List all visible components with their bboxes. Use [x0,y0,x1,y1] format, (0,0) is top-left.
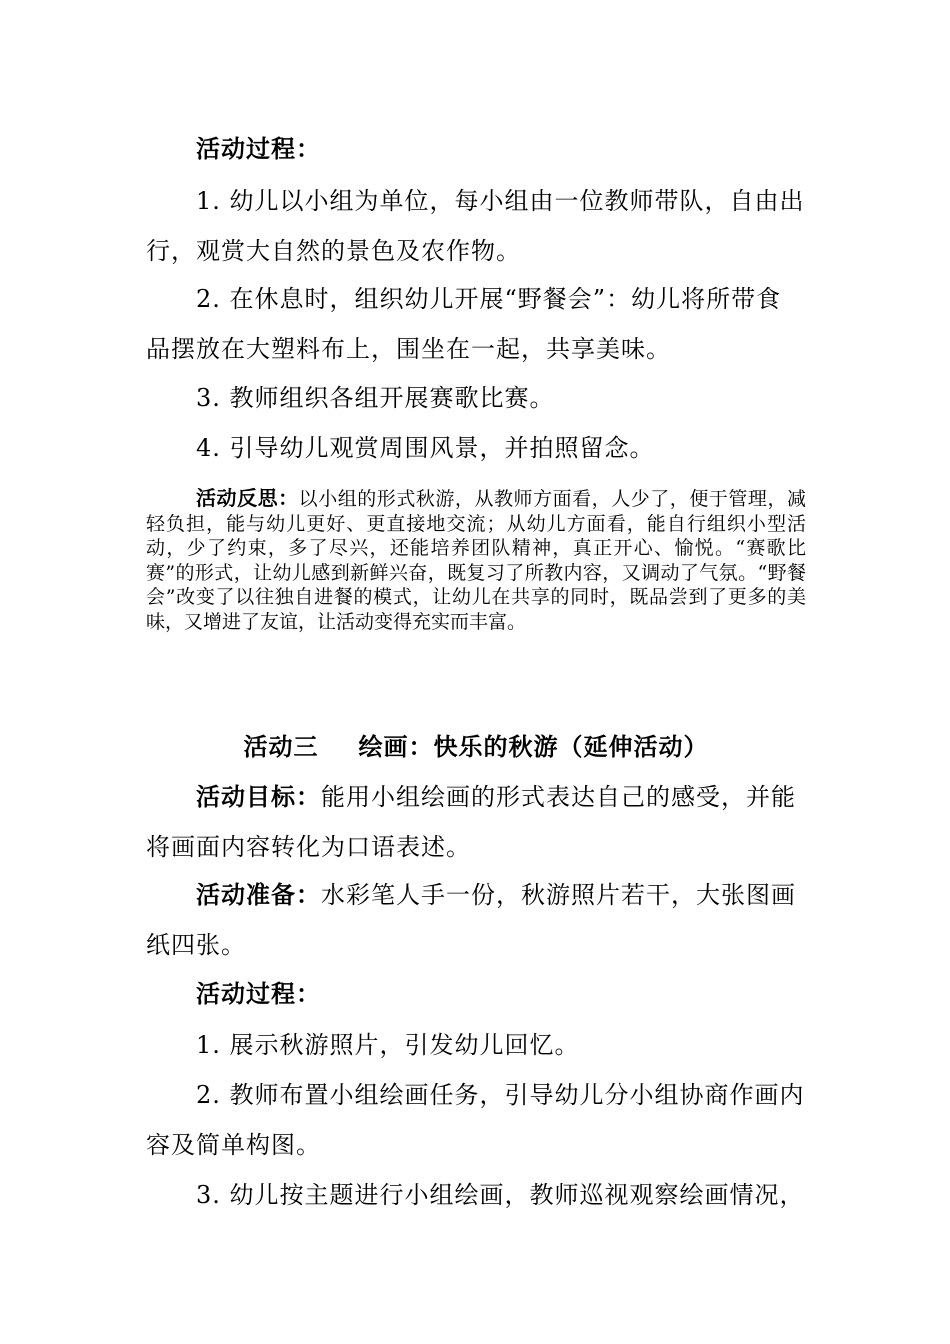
process-heading-2: 活动过程： [196,980,321,1008]
section-title [146,722,806,772]
reflection-label: 活动反思： [196,486,299,510]
step-1-4: 4. 引导幼儿观赏周围风景，并拍照留念。 [196,434,655,462]
section-title-name: 绘画：快乐的秋游（延伸活动） [358,733,709,761]
prep-label: 活动准备： [196,881,321,909]
reflection-text: 以小组的形式秋游，从教师方面看，人少了，便于管理，减轻负担，能与幼儿更好、更直接地交流；从幼儿方面看，能自行组织小型活动，少了约束，多了尽兴，还能培养团队精神，真正开心、愉悦。“赛歌比赛”的形式，让幼儿感到新鲜兴奋，既复习了所教内容，又调动了气氛。“野餐会”改变了以往独自进餐的模式，让幼儿在共享的同时，既品尝到了更多的美味，又增进了友谊，让活动变得充实而丰富。 [146,488,806,633]
step-2-3: 3. 幼儿按主题进行小组绘画，教师巡视观察绘画情况， [196,1181,805,1209]
section-title-number: 活动三 [243,733,319,761]
goal-text: 能用小组绘画的形式表达自己的感受，并能将画面内容转化为口语表述。 [146,783,796,861]
prep-text: 水彩笔人手一份，秋游照片若干，大张图画纸四张。 [146,881,796,959]
process-heading-1: 活动过程： [196,135,321,163]
step-1-1: 1. 幼儿以小组为单位，每小组由一位教师带队，自由出行，观赏大自然的景色及农作物。 [146,187,805,265]
step-2-2: 2. 教师布置小组绘画任务，引导幼儿分小组协商作画内容及简单构图。 [146,1081,805,1159]
goal-paragraph [146,772,806,872]
reflection-paragraph [146,486,806,634]
prep-paragraph [146,870,806,970]
goal-label: 活动目标： [196,783,321,811]
step-2-1: 1. 展示秋游照片，引发幼儿回忆。 [196,1031,580,1059]
step-1-2: 2. 在休息时，组织幼儿开展“野餐会”：幼儿将所带食品摆放在大塑料布上，围坐在一起，共享美味。 [146,285,782,363]
step-1-3: 3. 教师组织各组开展赛歌比赛。 [196,384,555,412]
